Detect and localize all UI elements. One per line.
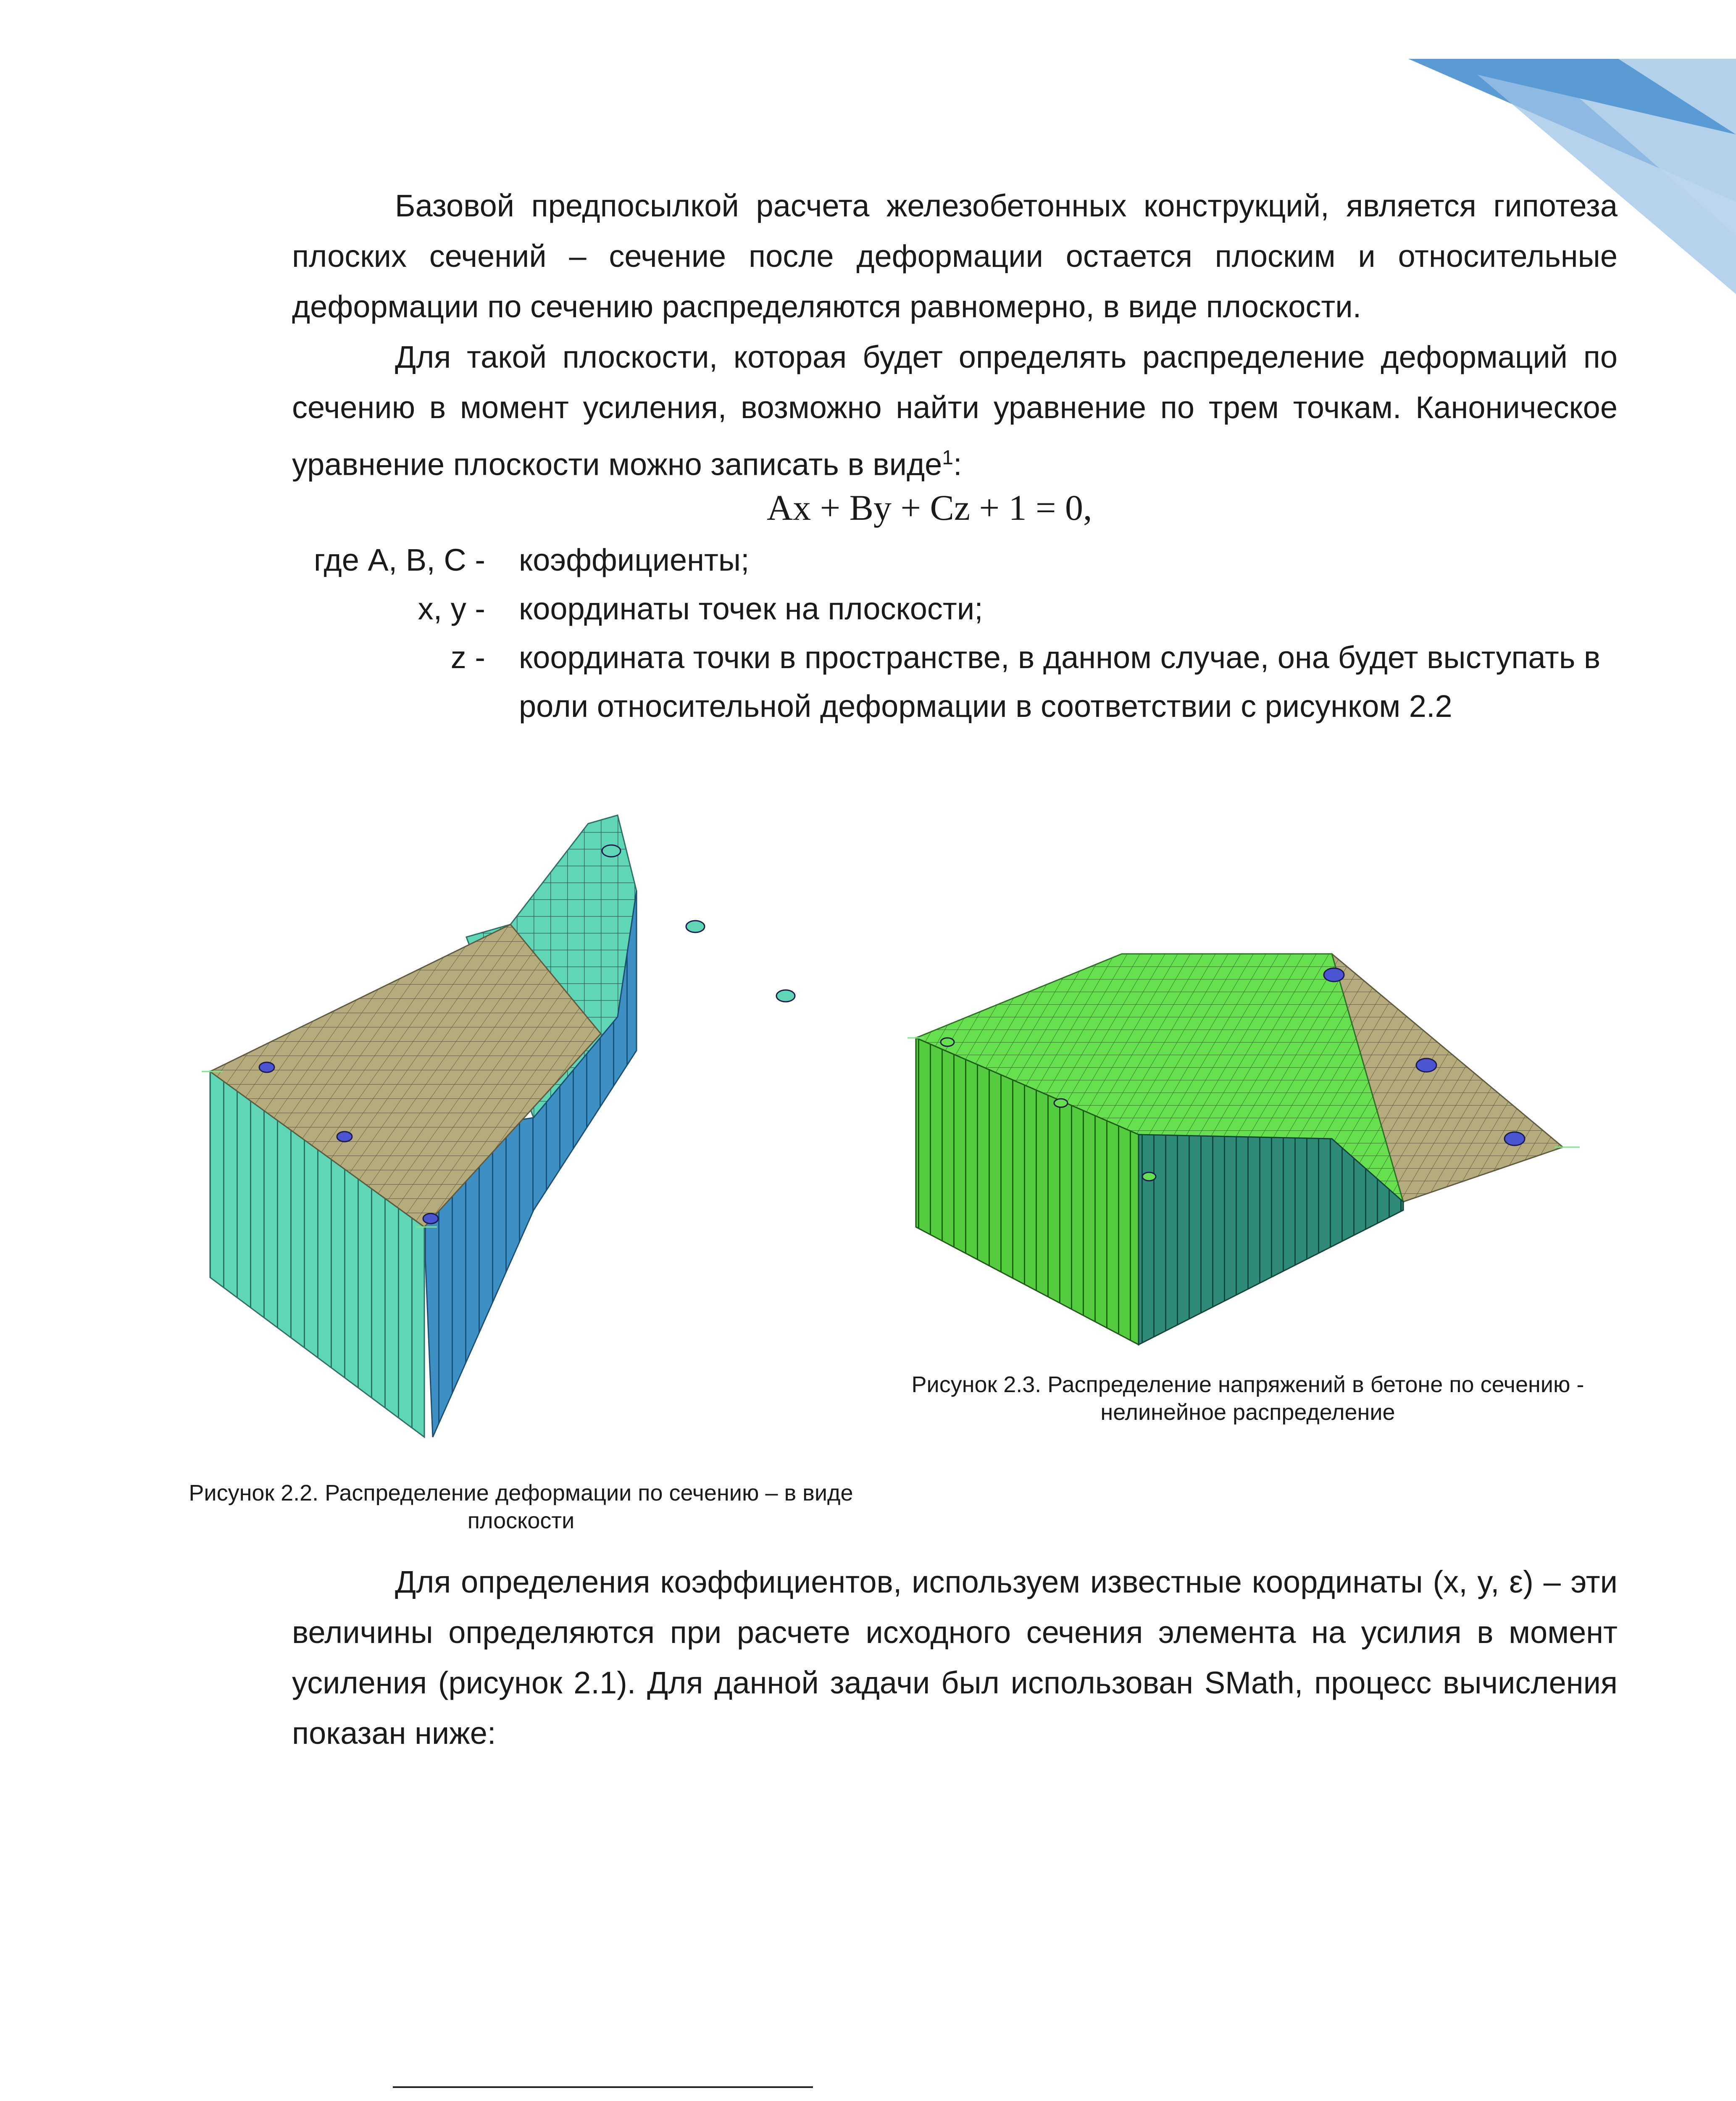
figure-2-2-caption: Рисунок 2.2. Распределение деформации по сечению – в виде плоскости [189,1480,853,1533]
rebar-point [602,845,621,857]
rebar-point [1142,1172,1156,1181]
definition-desc: координаты точек на плоскости; [519,591,983,626]
definition-row [292,584,1618,633]
rebar-point [259,1062,274,1072]
definition-row [292,536,1618,584]
paragraph-plane-equation-text: Для такой плоскости, которая будет определять распределение деформаций по сечению в момент усиления, возможно найти уравнение по трем точкам. Каноническое уравнение плоскости можно записать в виде [292,340,1618,482]
definition-term: z - [450,640,485,675]
definition-term: x, y - [418,591,485,626]
rebar-point [776,990,795,1002]
definition-term: где A, B, C - [313,542,485,577]
figure-2-3-caption: Рисунок 2.3. Распределение напряжений в бетоне по сечению - нелинейное распределение [911,1372,1584,1425]
plane-equation: Ax + By + Cz + 1 = 0, [767,487,1092,528]
definition-desc: координата точки в пространстве, в данном случае, она будет выступать в роли относительной деформации в соответствии с рисунком 2.2 [519,640,1601,724]
paragraph-hypothesis [292,181,1618,332]
figure-stress-distribution [907,941,1588,1361]
rebar-point [1505,1132,1525,1145]
rebar-point [337,1132,352,1142]
paragraph-coefficients-text: Для определения коэффициентов, используем известные координаты (x, y, ε) – эти величины определяются при расчете исходного сечения элемента на усилия в момент усиления (рисунок 2.1). Для данной задачи был использован SMath, процесс вычисления показан ниже: [292,1564,1618,1751]
rebar-point [1416,1058,1436,1072]
footnote-separator [393,2086,813,2088]
paragraph-plane-equation [292,332,1618,490]
footnote-reference: 1 [942,447,953,469]
rebar-point [686,921,705,932]
definitions-list [292,536,1618,731]
definition-desc: коэффициенты; [519,542,750,577]
paragraph-hypothesis-text: Базовой предпосылкой расчета железобетонных конструкций, является гипотеза плоских сечений – сечение после деформации остается плоским и относительные деформации по сечению распределяются равномерно, в виде плоскости. [292,188,1618,324]
paragraph-colon: : [953,447,962,482]
definition-row [292,633,1618,731]
rebar-point [423,1214,438,1224]
rebar-point [941,1038,954,1046]
paragraph-coefficients [292,1557,1618,1759]
stress-teal-wall [1139,1135,1403,1345]
rebar-point [1324,968,1344,982]
figure-deformation-plane [197,798,870,1450]
rebar-point [1054,1099,1068,1107]
